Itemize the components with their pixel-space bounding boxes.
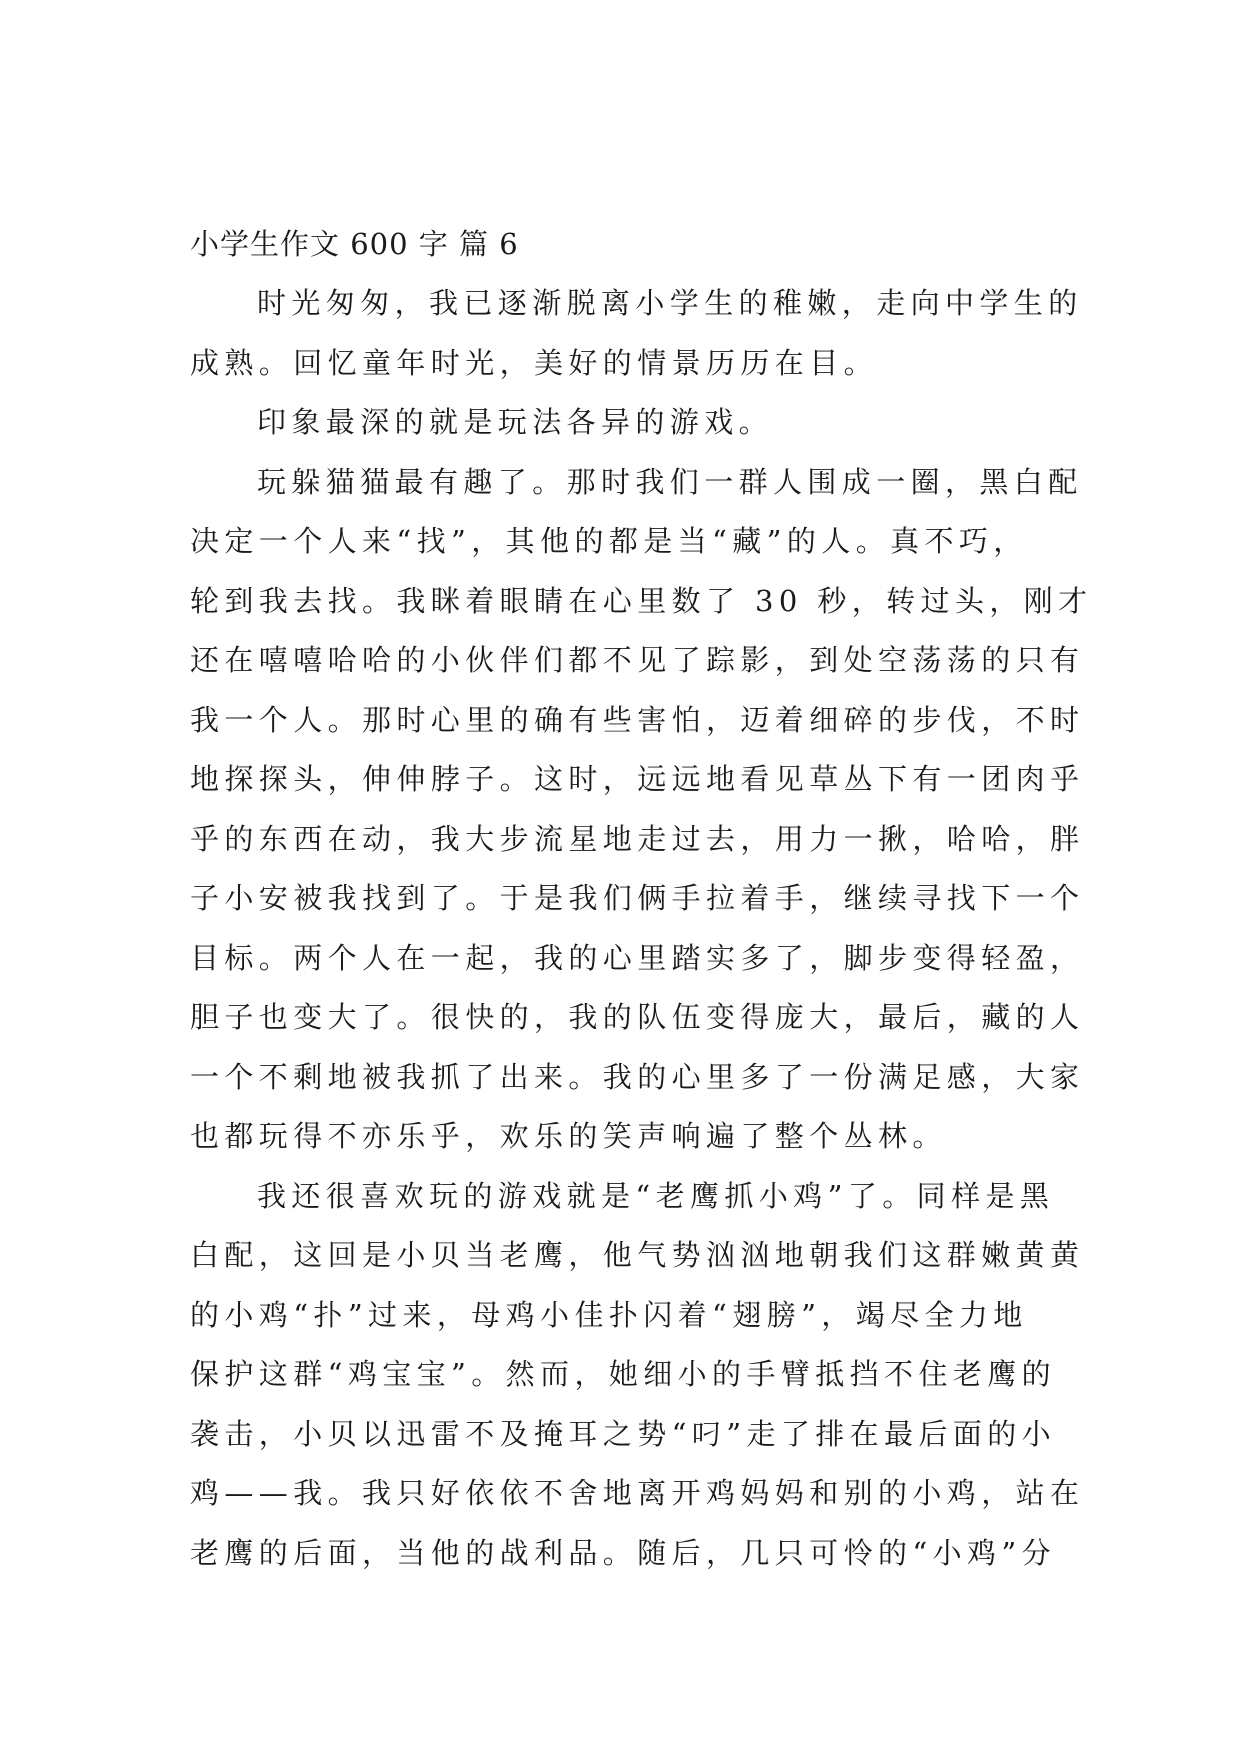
text-line: 时光匆匆，我已逐渐脱离小学生的稚嫩，走向中学生的: [257, 286, 1083, 320]
text-line: 印象最深的就是玩法各异的游戏。: [257, 405, 774, 439]
document-page: [190, 214, 1093, 1583]
paragraph-2: [190, 393, 1050, 453]
text-line: 保护这群“鸡宝宝”。然而，她细小的手臂抵挡不住老鹰的: [190, 1357, 1057, 1391]
paragraph-4: [190, 1167, 1085, 1584]
text-line: 袭击，小贝以迅雷不及掩耳之势“叼”走了排在最后面的小: [190, 1416, 1057, 1451]
text-line: 地探探头，伸伸脖子。这时，远远地看见草丛下有一团肉乎: [190, 762, 1085, 796]
text-line: 老鹰的后面，当他的战利品。随后，几只可怜的“小鸡”分: [190, 1535, 1057, 1570]
text-line: 我还很喜欢玩的游戏就是“老鹰抓小鸡”了。同样是黑: [257, 1178, 1055, 1213]
text-line: 白配，这回是小贝当老鹰，他气势汹汹地朝我们这群嫩黄黄: [190, 1238, 1085, 1272]
text-line: 玩躲猫猫最有趣了。那时我们一群人围成一圈，黑白配: [257, 464, 1083, 499]
text-line: 决定一个人来“找”，其他的都是当“藏”的人。真不巧，: [190, 524, 1028, 558]
text-line: 乎的东西在动，我大步流星地走过去，用力一揪，哈哈，胖: [190, 821, 1085, 856]
document-title: 小学生作文 600 字 篇 6: [190, 227, 519, 261]
text-line: 的小鸡“扑”过来，母鸡小佳扑闪着“翅膀”，竭尽全力地: [190, 1297, 1028, 1332]
text-line: 成熟。回忆童年时光，美好的情景历历在目。: [190, 345, 879, 380]
text-line: 我一个人。那时心里的确有些害怕，迈着细碎的步伐，不时: [190, 702, 1085, 737]
text-line: 还在嘻嘻哈哈的小伙伴们都不见了踪影，到处空荡荡的只有: [190, 643, 1085, 677]
text-line: 目标。两个人在一起，我的心里踏实多了，脚步变得轻盈，: [190, 940, 1085, 975]
text-line: 胆子也变大了。很快的，我的队伍变得庞大，最后，藏的人: [190, 1000, 1085, 1034]
text-line: 子小安被我找到了。于是我们俩手拉着手，继续寻找下一个: [190, 881, 1085, 915]
text-line: 一个不剩地被我抓了出来。我的心里多了一份满足感，大家: [190, 1059, 1085, 1094]
text-line: 轮到我去找。我眯着眼睛在心里数了 30 秒，转过头，刚才: [190, 583, 1093, 618]
text-line: 也都玩得不亦乐乎，欢乐的笑声响遍了整个丛林。: [190, 1119, 947, 1153]
paragraph-3: [190, 453, 1093, 1167]
paragraph-1: [190, 274, 1083, 393]
text-line: 鸡——我。我只好依依不舍地离开鸡妈妈和别的小鸡，站在: [190, 1476, 1085, 1510]
